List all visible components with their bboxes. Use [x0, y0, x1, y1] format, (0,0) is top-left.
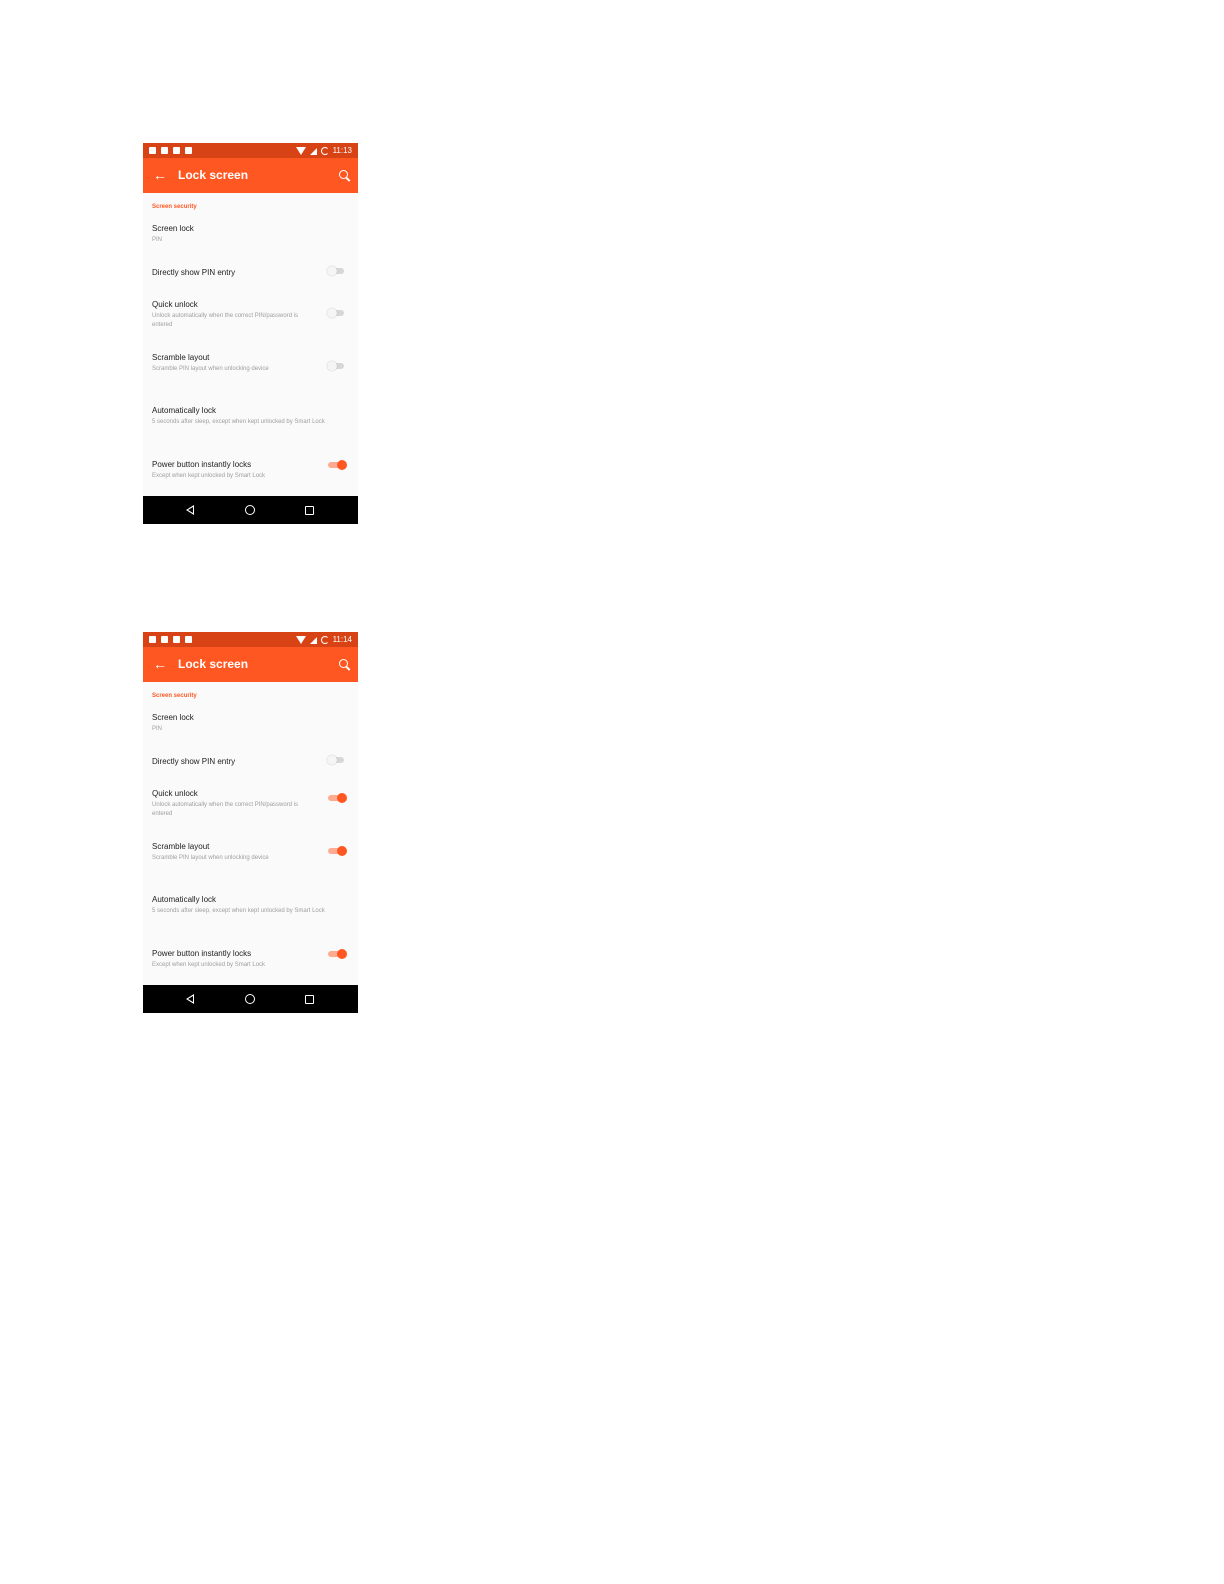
pref-label: Automatically lock — [152, 895, 217, 904]
pref-automatically-lock[interactable] — [143, 895, 358, 916]
page-title: Lock screen — [178, 168, 249, 182]
nav-back-icon[interactable] — [186, 994, 194, 1004]
pref-label: Screen lock — [152, 224, 194, 233]
pref-summary: Scramble PIN layout when unlocking device — [152, 855, 269, 861]
back-arrow-icon[interactable]: ← — [153, 656, 167, 672]
toggle-power-button-locks[interactable] — [328, 949, 346, 959]
sync-icon — [321, 147, 329, 155]
notification-icons — [149, 143, 192, 154]
pref-summary: PIN — [152, 726, 163, 732]
pref-quick-unlock[interactable] — [143, 300, 358, 330]
search-icon[interactable] — [339, 659, 348, 668]
nav-recents-icon[interactable] — [305, 506, 314, 515]
status-bar — [143, 632, 358, 647]
pref-label: Quick unlock — [152, 789, 198, 798]
pref-label: Power button instantly locks — [152, 460, 252, 469]
pref-summary: PIN — [152, 237, 163, 243]
pref-screen-lock[interactable] — [143, 713, 358, 734]
pref-summary: 5 seconds after sleep, except when kept unlocked by Smart Lock — [152, 419, 325, 425]
app-bar — [143, 158, 358, 193]
pref-label: Directly show PIN entry — [152, 268, 236, 277]
pref-summary: Scramble PIN layout when unlocking device — [152, 366, 269, 372]
page-title: Lock screen — [178, 657, 249, 671]
sync-icon — [321, 636, 329, 644]
pref-summary: Unlock automatically when the correct PIN/password is entered — [152, 313, 299, 328]
pref-power-button-locks[interactable] — [143, 949, 358, 970]
pref-quick-unlock[interactable] — [143, 789, 358, 819]
signal-icon — [310, 148, 317, 155]
toggle-quick-unlock[interactable] — [328, 793, 346, 803]
pref-label: Quick unlock — [152, 300, 198, 309]
pref-summary: Unlock automatically when the correct PIN/password is entered — [152, 802, 299, 817]
toggle-power-button-locks[interactable] — [328, 460, 346, 470]
status-bar — [143, 143, 358, 158]
app-bar — [143, 647, 358, 682]
pref-summary: 5 seconds after sleep, except when kept unlocked by Smart Lock — [152, 908, 325, 914]
gallery-notification-icon — [149, 636, 156, 643]
toggle-scramble-layout[interactable] — [328, 846, 346, 856]
pref-label: Scramble layout — [152, 353, 210, 362]
pref-directly-show-pin[interactable] — [143, 757, 358, 766]
pref-scramble-layout[interactable] — [143, 842, 358, 863]
toggle-quick-unlock[interactable] — [328, 308, 346, 318]
phone-screenshot-2 — [143, 632, 358, 1013]
pref-screen-lock[interactable] — [143, 224, 358, 245]
pref-label: Scramble layout — [152, 842, 210, 851]
camera-notification-icon — [185, 147, 192, 154]
pref-label: Directly show PIN entry — [152, 757, 236, 766]
settings-list — [143, 193, 358, 496]
pref-label: Power button instantly locks — [152, 949, 252, 958]
back-arrow-icon[interactable]: ← — [153, 167, 167, 183]
pref-summary: Except when kept unlocked by Smart Lock — [152, 962, 266, 968]
navigation-bar — [143, 496, 358, 524]
status-clock: 11:13 — [332, 146, 352, 155]
notification-icons — [149, 632, 192, 643]
gallery-notification-icon — [149, 147, 156, 154]
pref-directly-show-pin[interactable] — [143, 268, 358, 277]
nav-back-icon[interactable] — [186, 505, 194, 515]
settings-notification-icon — [161, 147, 168, 154]
wifi-icon — [296, 636, 306, 644]
section-header: Screen security — [152, 693, 197, 699]
settings-notification-icon — [161, 636, 168, 643]
wifi-icon — [296, 147, 306, 155]
search-icon[interactable] — [339, 170, 348, 179]
settings-list — [143, 682, 358, 985]
section-header: Screen security — [152, 204, 197, 210]
pref-automatically-lock[interactable] — [143, 406, 358, 427]
pref-summary: Except when kept unlocked by Smart Lock — [152, 473, 266, 479]
phone-screenshot-1 — [143, 143, 358, 524]
toggle-directly-show-pin[interactable] — [328, 266, 346, 276]
navigation-bar — [143, 985, 358, 1013]
toggle-directly-show-pin[interactable] — [328, 755, 346, 765]
pref-power-button-locks[interactable] — [143, 460, 358, 481]
sim-notification-icon — [173, 147, 180, 154]
signal-icon — [310, 637, 317, 644]
camera-notification-icon — [185, 636, 192, 643]
nav-home-icon[interactable] — [245, 505, 255, 515]
pref-label: Screen lock — [152, 713, 194, 722]
pref-label: Automatically lock — [152, 406, 217, 415]
pref-scramble-layout[interactable] — [143, 353, 358, 374]
sim-notification-icon — [173, 636, 180, 643]
status-clock: 11:14 — [332, 635, 352, 644]
nav-home-icon[interactable] — [245, 994, 255, 1004]
toggle-scramble-layout[interactable] — [328, 361, 346, 371]
nav-recents-icon[interactable] — [305, 995, 314, 1004]
